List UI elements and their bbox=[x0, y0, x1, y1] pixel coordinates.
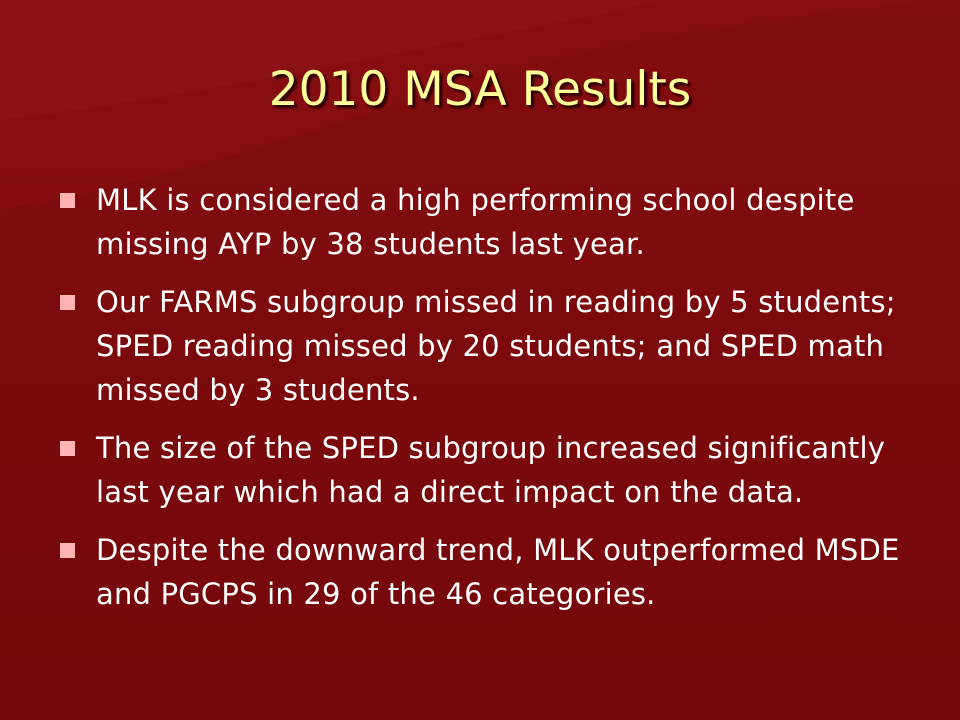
bullet-text: The size of the SPED subgroup increased significantly last year which had a direct impact on the data. bbox=[96, 431, 886, 509]
bullet-text: Our FARMS subgroup missed in reading by 5 students; SPED reading missed by 20 students; and SPED math missed by 3 students. bbox=[96, 285, 896, 407]
square-bullet-icon bbox=[60, 441, 75, 456]
bullet-item bbox=[58, 426, 938, 514]
bullet-item bbox=[58, 528, 938, 616]
square-bullet-icon bbox=[60, 543, 75, 558]
slide-title: 2010 MSA Results bbox=[268, 62, 692, 117]
bullet-item bbox=[58, 178, 938, 266]
bullet-list bbox=[58, 178, 938, 630]
bullet-text: Despite the downward trend, MLK outperformed MSDE and PGCPS in 29 of the 46 categories. bbox=[96, 533, 900, 611]
bullet-item bbox=[58, 280, 938, 412]
bullet-text: MLK is considered a high performing school despite missing AYP by 38 students last year. bbox=[96, 183, 855, 261]
square-bullet-icon bbox=[60, 295, 75, 310]
square-bullet-icon bbox=[60, 193, 75, 208]
